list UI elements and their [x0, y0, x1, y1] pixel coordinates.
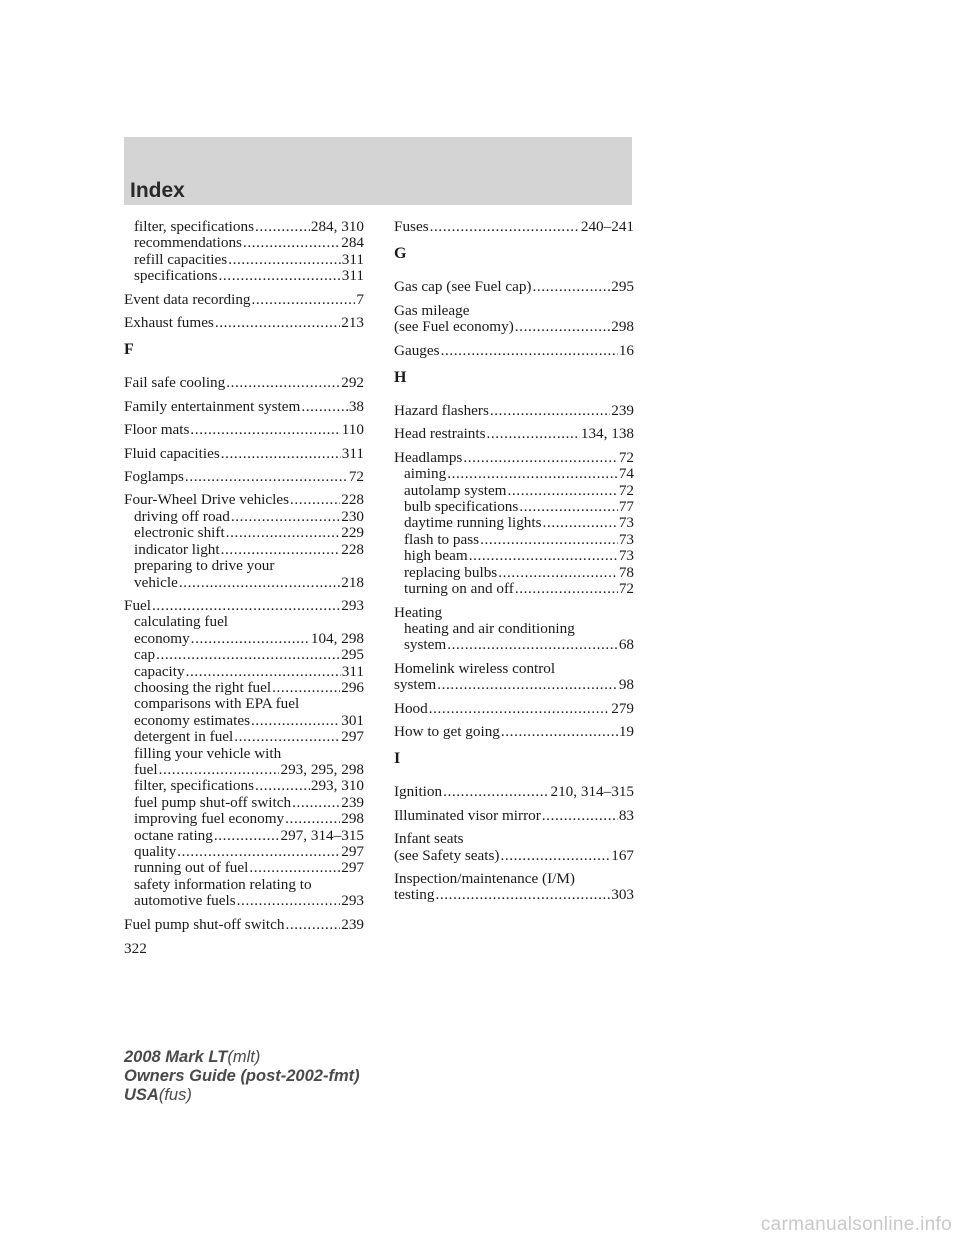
entry-label: indicator light — [134, 540, 220, 558]
entry-label: electronic shift — [134, 524, 225, 542]
index-entry — [394, 466, 634, 482]
entry-label: Hood — [394, 699, 428, 717]
entry-label: Illuminated visor mirror — [394, 806, 541, 824]
entry-page: 279 — [611, 699, 634, 717]
entry-label: specifications — [134, 267, 218, 285]
entry-page: 295 — [341, 646, 364, 664]
index-entry — [124, 315, 364, 331]
entry-label: driving off road — [134, 507, 230, 525]
entry-page: 240–241 — [580, 218, 634, 235]
entry-label: Homelink wireless control — [394, 659, 556, 677]
section-letter: H — [394, 369, 407, 387]
entry-label: Fuses — [394, 218, 429, 235]
entry-page: 303 — [611, 886, 634, 904]
entry-label: quality — [134, 843, 177, 860]
index-entry — [394, 426, 634, 442]
entry-label: recommendations — [134, 234, 242, 252]
entry-page: 298 — [611, 318, 634, 336]
entry-page: 210, 314–315 — [550, 783, 634, 801]
index-entry — [124, 828, 364, 844]
index-entry — [124, 795, 364, 811]
index-entry — [124, 762, 364, 778]
index-entry — [124, 235, 364, 251]
entry-label: turning on and off — [404, 580, 514, 598]
entry-page: 311 — [341, 444, 364, 462]
entry-label: autolamp system — [404, 481, 507, 499]
entry-page: 104, 298 — [310, 629, 364, 647]
entry-page: 218 — [341, 573, 364, 591]
index-entry — [394, 343, 634, 359]
entry-label: vehicle — [134, 573, 178, 591]
entry-label: economy — [134, 629, 190, 647]
entry-label: testing — [394, 886, 435, 904]
entry-label: (see Safety seats) — [394, 846, 500, 864]
entry-page: 16 — [618, 341, 634, 359]
entry-page: 293 — [341, 596, 364, 614]
entry-label: aiming — [404, 465, 447, 483]
entry-page: 296 — [341, 678, 364, 696]
entry-page: 230 — [341, 507, 364, 525]
entry-page: 72 — [618, 481, 634, 499]
entry-label: fuel — [134, 760, 158, 778]
footer-guide: Owners Guide (post-2002-fmt) — [124, 1067, 360, 1085]
watermark: carmanualsonline.info — [760, 1214, 952, 1235]
index-entry — [124, 844, 364, 860]
entry-page: 284, 310 — [310, 218, 364, 235]
entry-label: running out of fuel — [134, 859, 249, 877]
entry-label: Heating — [394, 603, 443, 621]
entry-label: Exhaust fumes — [124, 314, 214, 332]
index-entry — [394, 724, 634, 740]
entry-label: Headlamps — [394, 448, 463, 466]
index-entry — [124, 664, 364, 680]
entry-page: 297 — [341, 859, 364, 877]
index-entry — [394, 548, 634, 564]
entry-page: 228 — [341, 540, 364, 558]
entry-page: 293, 295, 298 — [280, 760, 364, 778]
entry-label: replacing bulbs — [404, 563, 498, 581]
entry-label: Foglamps — [124, 468, 184, 486]
index-entry — [124, 525, 364, 541]
header-band — [124, 137, 632, 205]
index-entry — [394, 532, 634, 548]
index-entry — [394, 887, 634, 903]
entry-page: 228 — [341, 491, 364, 509]
entry-page: 38 — [348, 397, 364, 415]
entry-label: system — [394, 676, 437, 694]
entry-page: 73 — [618, 514, 634, 532]
entry-page: 295 — [611, 278, 634, 296]
entry-label: automotive fuels — [134, 892, 236, 910]
index-entry — [394, 637, 634, 653]
index-entry — [394, 565, 634, 581]
entry-page: 292 — [341, 374, 364, 392]
entry-page: 297 — [341, 728, 364, 746]
entry-page: 311 — [341, 250, 364, 268]
entry-label: Gauges — [394, 341, 440, 359]
index-entry — [394, 483, 634, 499]
index-entry — [394, 499, 634, 515]
page-title: Index — [130, 179, 185, 202]
entry-label: high beam — [404, 547, 468, 565]
entry-label: Inspection/maintenance (I/M) — [394, 869, 575, 887]
index-entry — [124, 811, 364, 827]
entry-label: Family entertainment system — [124, 397, 301, 415]
entry-label: Fluid capacities — [124, 444, 220, 462]
index-entry — [124, 375, 364, 391]
entry-page: 98 — [618, 676, 634, 694]
footer-market-code: (fus) — [158, 1086, 192, 1104]
entry-page: 213 — [341, 314, 364, 332]
entry-page: 293 — [341, 892, 364, 910]
index-entry — [124, 542, 364, 558]
index-entry — [394, 450, 634, 466]
entry-page: 83 — [618, 806, 634, 824]
index-entry — [394, 515, 634, 531]
entry-label: safety information relating to — [134, 875, 312, 893]
entry-label: (see Fuel economy) — [394, 318, 514, 336]
entry-label: Fail safe cooling — [124, 374, 226, 392]
entry-label: Fuel pump shut-off switch — [124, 915, 285, 933]
index-entry — [124, 292, 364, 308]
entry-label: Floor mats — [124, 421, 190, 439]
index-entry — [124, 422, 364, 438]
index-entry — [124, 680, 364, 696]
index-column-right — [394, 219, 634, 904]
entry-page: 301 — [341, 711, 364, 729]
entry-page: 229 — [341, 524, 364, 542]
entry-label: choosing the right fuel — [134, 678, 272, 696]
entry-label: refill capacities — [134, 250, 228, 268]
entry-label: system — [404, 636, 447, 654]
index-entry — [124, 647, 364, 663]
index-entry — [394, 677, 634, 693]
entry-page: 239 — [341, 915, 364, 933]
entry-page: 311 — [341, 267, 364, 285]
index-entry — [394, 219, 634, 235]
index-entry — [124, 893, 364, 909]
entry-label: Ignition — [394, 783, 443, 801]
index-entry — [124, 860, 364, 876]
entry-label: octane rating — [134, 826, 213, 844]
entry-page: 239 — [611, 402, 634, 420]
entry-label: capacity — [134, 662, 185, 680]
footer-market: USA — [124, 1086, 159, 1104]
entry-label: calculating fuel — [134, 613, 229, 631]
entry-label: detergent in fuel — [134, 728, 234, 746]
footer-model-code: (mlt) — [227, 1048, 261, 1066]
entry-page: 311 — [341, 662, 364, 680]
section-letter: I — [394, 750, 401, 768]
entry-page: 297, 314–315 — [280, 826, 364, 844]
entry-label: daytime running lights — [404, 514, 542, 532]
entry-page: 134, 138 — [580, 425, 634, 443]
entry-page: 284 — [341, 234, 364, 252]
entry-label: flash to pass — [404, 530, 480, 548]
index-entry — [124, 778, 364, 794]
footer-model: 2008 Mark LT — [124, 1048, 228, 1066]
entry-label: heating and air conditioning — [404, 619, 575, 637]
index-entry — [394, 279, 634, 295]
entry-page: 72 — [618, 580, 634, 598]
entry-page: 297 — [341, 843, 364, 860]
entry-page: 19 — [618, 722, 634, 740]
entry-page: 298 — [341, 810, 364, 828]
entry-page: 239 — [341, 793, 364, 811]
entry-label: preparing to drive your — [134, 557, 275, 575]
entry-label: economy estimates — [134, 711, 250, 729]
index-entry — [124, 631, 364, 647]
entry-page: 73 — [618, 547, 634, 565]
entry-label: Hazard flashers — [394, 402, 489, 420]
entry-label: fuel pump shut-off switch — [134, 793, 292, 811]
index-entry — [124, 446, 364, 462]
entry-label: Four-Wheel Drive vehicles — [124, 491, 290, 509]
index-entry — [394, 784, 634, 800]
entry-page: 73 — [618, 530, 634, 548]
entry-label: filling your vehicle with — [134, 744, 282, 762]
entry-page: 72 — [348, 468, 364, 486]
entry-label: Event data recording — [124, 290, 251, 308]
document-footer — [124, 1048, 360, 1105]
index-entry — [124, 917, 364, 933]
index-entry — [124, 575, 364, 591]
entry-page: 110 — [341, 421, 364, 439]
entry-label: improving fuel economy — [134, 810, 285, 828]
index-entry — [124, 219, 364, 235]
entry-label: comparisons with EPA fuel — [134, 695, 300, 713]
index-entry — [124, 713, 364, 729]
entry-label: Gas cap (see Fuel cap) — [394, 278, 532, 296]
entry-label: cap — [134, 646, 156, 664]
entry-page: 7 — [356, 290, 364, 308]
section-letter: F — [124, 341, 134, 359]
index-entry — [394, 701, 634, 717]
entry-page: 77 — [618, 498, 634, 516]
page-number: 322 — [124, 940, 147, 957]
entry-page: 72 — [618, 448, 634, 466]
entry-label: filter, specifications — [134, 777, 255, 795]
entry-label: How to get going — [394, 722, 500, 740]
entry-label: Infant seats — [394, 830, 464, 848]
index-entry — [124, 399, 364, 415]
entry-label: Fuel — [124, 596, 152, 614]
index-entry — [124, 268, 364, 284]
entry-page: 68 — [618, 636, 634, 654]
index-column-left — [124, 219, 364, 933]
section-letter: G — [394, 245, 407, 263]
entry-page: 78 — [618, 563, 634, 581]
index-entry — [394, 848, 634, 864]
entry-label: filter, specifications — [134, 218, 255, 235]
index-entry — [124, 469, 364, 485]
index-entry — [124, 492, 364, 508]
entry-label: Gas mileage — [394, 301, 470, 319]
index-entry — [394, 319, 634, 335]
index-entry — [124, 252, 364, 268]
index-entry — [124, 729, 364, 745]
entry-label: bulb specifications — [404, 498, 519, 516]
entry-page: 74 — [618, 465, 634, 483]
index-entry — [394, 581, 634, 597]
index-entry — [124, 598, 364, 614]
index-entry — [394, 403, 634, 419]
entry-page: 167 — [611, 846, 634, 864]
index-entry — [124, 509, 364, 525]
entry-label: Head restraints — [394, 425, 486, 443]
index-entry — [394, 808, 634, 824]
entry-page: 293, 310 — [310, 777, 364, 795]
